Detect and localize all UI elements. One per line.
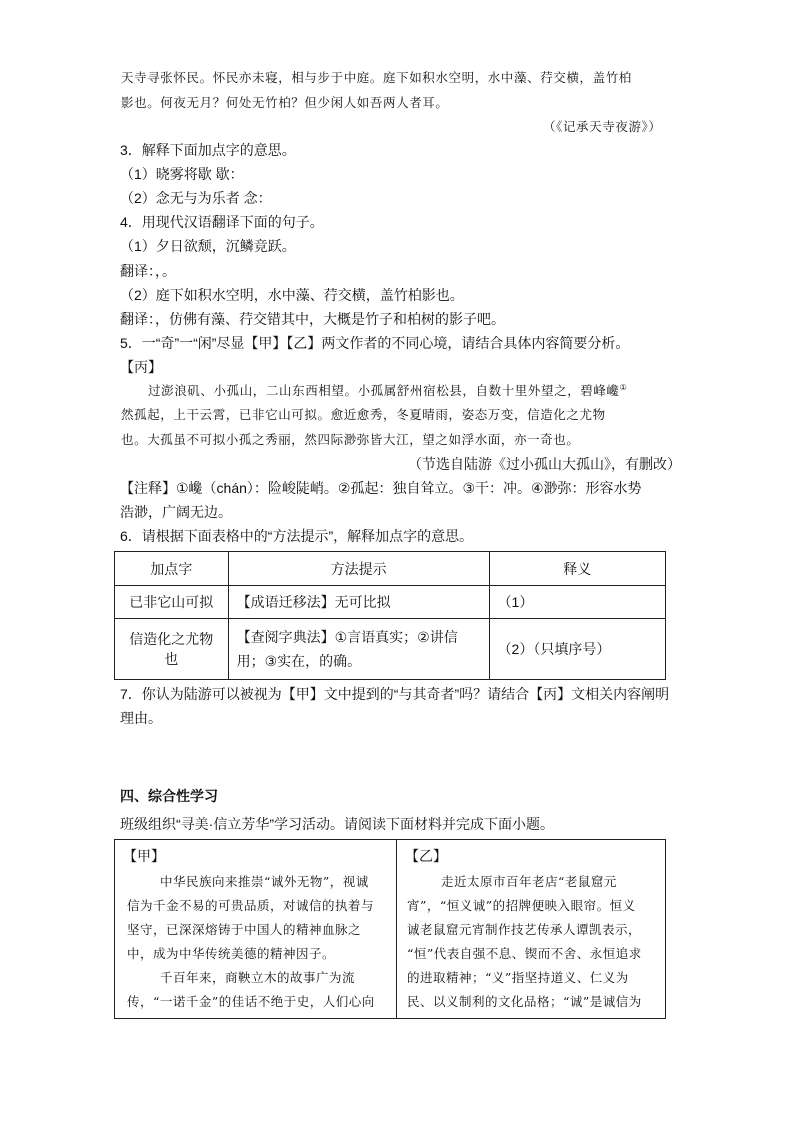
answer-cell[interactable]: （2）（只填序号） — [489, 619, 665, 680]
bing-line-1 — [148, 381, 627, 399]
yi-line: 宵”，“恒义诚”的招牌便映入眼帘。恒义 — [407, 898, 636, 913]
section-4-title: 四、综合性学习 — [120, 788, 218, 804]
passage-line-2: 影也。何夜无月？何处无竹柏？但少闲人如吾两人者耳。 — [121, 95, 449, 110]
bing-line-2: 然孤起，上干云霄，已非它山可拟。愈近愈秀，冬夏晴雨，姿态万变，信造化之尤物 — [121, 407, 606, 422]
yi-line: “恒”代表自强不息、锲而不舍、永恒追求 — [407, 946, 642, 961]
q4-translation-1: 翻译：，。 — [120, 263, 176, 279]
yi-material-box — [396, 839, 666, 1019]
table-header-meaning: 释义 — [489, 552, 665, 586]
q6-title: 6．请根据下面表格中的“方法提示”，解释加点字的意思。 — [120, 528, 474, 544]
yi-line: 民、以义制利的文化品格；“诚”是诚信为 — [407, 994, 642, 1009]
yi-line: 走近太原市百年老店“老鼠窟元 — [441, 874, 617, 889]
table-header-word: 加点字 — [115, 552, 229, 586]
section-4-intro: 班级组织“寻美·信立芳华”学习活动。请阅读下面材料并完成下面小题。 — [120, 816, 554, 832]
q4-title: 4．用现代汉语翻译下面的句子。 — [120, 214, 324, 230]
jia-line: 传，“一诺千金”的佳话不绝于史，人们心向 — [127, 994, 375, 1009]
yi-label: 【乙】 — [405, 848, 447, 864]
q3-item-1: （1）晓雾将歇 歇： — [120, 166, 244, 182]
q4-item-2: （2）庭下如积水空明，水中藻、荇交横，盖竹柏影也。 — [120, 287, 464, 303]
table-header-hint: 方法提示 — [228, 552, 489, 586]
yi-line: 的进取精神；“义”指坚持道义、仁义为 — [407, 970, 629, 985]
table-cell-word: 已非它山可拟 — [115, 586, 229, 619]
bing-line-3: 也。大孤虽不可拟小孤之秀丽，然四际渺弥皆大江，望之如浮水面，亦一奇也。 — [121, 432, 580, 447]
table-row — [115, 619, 666, 680]
jia-line: 信为千金不易的可贵品质，对诚信的执着与 — [127, 898, 375, 913]
table-cell-hint: 【成语迁移法】无可比拟 — [228, 586, 489, 619]
jia-label: 【甲】 — [123, 848, 165, 864]
q4-translation-2: 翻译：，仿佛有藻、荇交错其中，大概是竹子和柏树的影子吧。 — [120, 311, 505, 327]
q5-title: 5．一“奇”一“闲”尽显【甲】【乙】两文作者的不同心境，请结合具体内容简要分析。 — [120, 335, 630, 351]
table-header-row — [115, 552, 666, 586]
jia-line: 千百年来，商鞅立木的故事广为流 — [160, 970, 356, 985]
q7-line-2: 理由。 — [120, 710, 162, 726]
q7-line-1: 7．你认为陆游可以被视为【甲】文中提到的“与其奇者”吗？请结合【丙】文相关内容阐明 — [120, 686, 670, 702]
footnote-1: ① — [619, 382, 628, 392]
jia-material-box — [114, 839, 397, 1019]
bing-notes-1: 【注释】①巉（chán）：险峻陡峭。②孤起：独自耸立。③干：冲。④渺弥：形容水势 — [120, 480, 642, 496]
jia-line: 中华民族向来推崇“诚外无物”，视诚 — [160, 874, 369, 889]
q4-item-1: （1）夕日欲颓，沉鳞竞跃。 — [120, 238, 296, 254]
method-table — [114, 551, 666, 680]
table-cell-word: 信造化之尤物也 — [115, 619, 229, 680]
bing-source: （节选自陆游《过小孤山大孤山》，有删改） — [408, 456, 681, 472]
table-row — [115, 586, 666, 619]
q3-title: 3．解释下面加点字的意思。 — [120, 142, 296, 158]
yi-line: 诚老鼠窟元宵制作技艺传承人谭凯表示， — [407, 922, 642, 937]
passage-source: （《记承天寺夜游》） — [543, 119, 662, 134]
jia-line: 中，成为中华传统美德的精神因子。 — [127, 946, 336, 961]
passage-line-1: 天寺寻张怀民。怀民亦未寝，相与步于中庭。庭下如积水空明，水中藻、荇交横，盖竹柏 — [121, 70, 632, 85]
bing-notes-2: 浩渺，广阔无边。 — [120, 504, 232, 520]
table-cell-hint: 【查阅字典法】①言语真实；②讲信用；③实在，的确。 — [228, 619, 489, 680]
q3-item-2: （2）念无与为乐者 念： — [120, 190, 272, 206]
bing-label: 【丙】 — [120, 359, 162, 375]
jia-line: 坚守，已深深熔铸于中国人的精神血脉之 — [127, 922, 362, 937]
bing-line-1-text: 过澎浪矶、小孤山，二山东西相望。小孤属舒州宿松县，自数十里外望之，碧峰巉 — [148, 383, 620, 398]
answer-cell[interactable]: （1） — [489, 586, 665, 619]
